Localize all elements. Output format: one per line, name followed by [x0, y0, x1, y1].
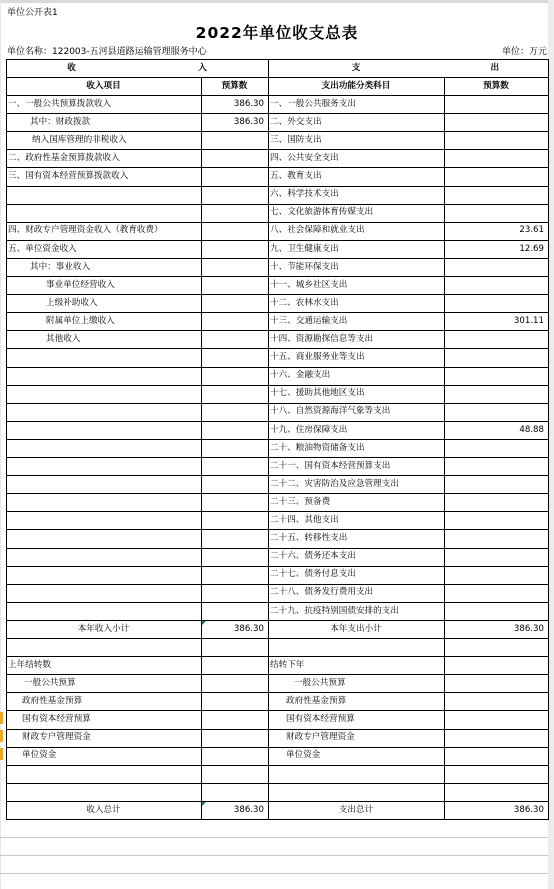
table-cell-income-item[interactable] [6, 765, 201, 783]
table-cell-expense-item[interactable]: 二十四、其他支出 [270, 515, 339, 526]
table-cell-income-value[interactable] [201, 439, 268, 457]
table-row-divider [6, 240, 548, 241]
table-cell-income-value[interactable] [201, 167, 268, 185]
table-cell-expense-item[interactable] [268, 765, 444, 783]
table-cell-expense-value[interactable]: 301.11 [513, 315, 544, 326]
table-cell-expense-value[interactable] [444, 765, 548, 783]
table-cell-expense-item[interactable]: 十九、住房保障支出 [270, 424, 348, 435]
cell-marker-icon [202, 621, 206, 625]
table-row-divider [6, 566, 548, 567]
table-cell-expense-value[interactable] [444, 511, 548, 529]
sheet-gridline [0, 837, 548, 838]
table-cell-income-value[interactable] [201, 511, 268, 529]
table-cell-income-value[interactable] [201, 294, 268, 312]
table-row-divider [6, 312, 548, 313]
table-cell-expense-item[interactable]: 七、文化旅游体育传媒支出 [270, 207, 374, 218]
table-row-divider [6, 819, 548, 820]
table-cell-income-item[interactable] [6, 367, 201, 385]
income-budget-header: 预算数 [221, 80, 248, 91]
table-row-divider [6, 602, 548, 603]
table-cell-expense-value[interactable] [444, 204, 548, 222]
table-border-top [6, 59, 548, 60]
sheet-gridline [0, 855, 548, 856]
table-cell-income-value[interactable] [201, 276, 268, 294]
table-cell-expense-value[interactable] [444, 167, 548, 185]
table-cell-income-item[interactable] [6, 421, 201, 439]
table-cell-income-value[interactable] [201, 457, 268, 475]
table-cell-expense-value[interactable] [444, 294, 548, 312]
table-cell-expense-item[interactable]: 十、节能环保支出 [270, 261, 339, 272]
table-row-divider [6, 584, 548, 585]
table-cell-income-item[interactable] [6, 511, 201, 529]
table-cell-income-value[interactable] [201, 747, 268, 765]
table-row-divider [6, 294, 548, 295]
table-cell-expense-value[interactable] [444, 548, 548, 566]
table-border-left [6, 59, 7, 820]
table-row-divider [6, 258, 548, 259]
unit-measure: 单位：万元 [501, 47, 547, 57]
table-cell-income-value[interactable] [201, 348, 268, 366]
table-cell-expense-item[interactable]: 十四、资源勘探信息等支出 [270, 334, 374, 345]
table-row-divider [6, 493, 548, 494]
table-row-divider [6, 167, 548, 168]
table-cell-expense-item[interactable]: 十二、农林水支出 [270, 297, 339, 308]
table-cell-expense-item[interactable]: 二十一、国有资本经营预算支出 [270, 460, 391, 471]
table-row-divider [6, 276, 548, 277]
table-row-divider [6, 729, 548, 730]
table-cell-expense-item[interactable] [268, 783, 444, 801]
table-border-right [548, 59, 549, 820]
table-row-divider [6, 656, 548, 657]
table-cell-income-value[interactable] [201, 638, 268, 656]
table-cell-expense-value[interactable] [444, 385, 548, 403]
table-cell-income-item[interactable]: 其中：财政拨款 [30, 116, 91, 127]
table-cell-expense-value[interactable]: 386.30 [513, 804, 544, 815]
table-cell-income-value[interactable] [201, 729, 268, 747]
table-cell-expense-value[interactable] [444, 276, 548, 294]
table-cell-expense-value[interactable] [444, 602, 548, 620]
table-header-bottom [6, 95, 548, 96]
table-cell-income-value[interactable] [201, 240, 268, 258]
table-cell-expense-item[interactable]: 二十三、预备费 [270, 496, 331, 507]
income-item-header: 收入项目 [86, 80, 121, 91]
table-cell-expense-value[interactable] [444, 348, 548, 366]
table-row-divider [6, 403, 548, 404]
table-cell-income-item[interactable] [6, 348, 201, 366]
table-cell-income-value[interactable] [201, 385, 268, 403]
table-cell-income-item[interactable] [6, 475, 201, 493]
table-cell-income-item[interactable]: 本年收入小计 [77, 623, 130, 634]
table-cell-income-value[interactable] [201, 330, 268, 348]
table-cell-income-item[interactable] [6, 783, 201, 801]
table-cell-expense-value[interactable] [444, 367, 548, 385]
table-cell-income-value[interactable] [201, 186, 268, 204]
table-cell-expense-item[interactable]: 六、科学技术支出 [270, 189, 339, 200]
row-indicator-icon [0, 730, 3, 742]
table-cell-expense-value[interactable] [444, 330, 548, 348]
table-cell-expense-value[interactable] [444, 656, 548, 674]
sheet-label: 单位公开表1 [7, 8, 58, 18]
table-column-divider [201, 77, 202, 820]
table-cell-expense-value[interactable] [444, 131, 548, 149]
table-cell-expense-value[interactable] [444, 113, 548, 131]
table-cell-income-item[interactable]: 其中：事业收入 [30, 261, 91, 272]
table-cell-expense-item[interactable]: 十五、商业服务业等支出 [270, 352, 365, 363]
table-cell-income-value[interactable] [201, 674, 268, 692]
table-cell-income-item[interactable]: 二、政府性基金预算拨款收入 [8, 153, 120, 164]
table-cell-expense-value[interactable] [444, 149, 548, 167]
table-cell-expense-item[interactable]: 九、卫生健康支出 [270, 243, 339, 254]
table-cell-income-value[interactable] [201, 692, 268, 710]
table-cell-income-item[interactable]: 事业单位经营收入 [46, 279, 115, 290]
table-cell-income-item[interactable] [6, 638, 201, 656]
table-cell-expense-value[interactable] [444, 638, 548, 656]
row-indicator-icon [0, 748, 3, 760]
table-cell-income-item[interactable]: 三、国有资本经营预算拨款收入 [8, 171, 129, 182]
table-cell-expense-value[interactable] [444, 439, 548, 457]
table-row-divider [6, 457, 548, 458]
table-cell-income-item[interactable] [6, 439, 201, 457]
table-cell-expense-item[interactable]: 财政专户管理资金 [286, 732, 355, 743]
table-cell-income-item[interactable] [6, 385, 201, 403]
table-cell-expense-item[interactable]: 二十二、灾害防治及应急管理支出 [270, 478, 399, 489]
table-row-divider [6, 783, 548, 784]
table-cell-expense-value[interactable]: 12.69 [519, 243, 544, 254]
table-cell-income-item[interactable]: 纳入国库管理的非税收入 [32, 134, 127, 145]
table-cell-income-value[interactable] [201, 783, 268, 801]
expense-budget-header: 预算数 [483, 80, 509, 91]
table-cell-income-item[interactable]: 一般公共预算 [24, 677, 76, 688]
table-cell-income-item[interactable]: 其他收入 [46, 334, 81, 345]
table-row-divider [6, 801, 548, 802]
table-cell-income-item[interactable]: 一、一般公共预算拨款收入 [8, 98, 112, 109]
table-row-divider [6, 475, 548, 476]
table-cell-income-value[interactable] [201, 602, 268, 620]
table-column-divider [444, 77, 445, 820]
table-cell-expense-item[interactable]: 一般公共预算 [294, 677, 346, 688]
table-cell-income-item[interactable]: 收入总计 [86, 804, 121, 815]
table-row-divider [6, 692, 548, 693]
table-cell-expense-item[interactable]: 十七、援助其他地区支出 [270, 388, 365, 399]
table-cell-expense-item[interactable]: 国有资本经营预算 [286, 714, 355, 725]
table-row-divider [6, 747, 548, 748]
table-cell-income-value[interactable] [201, 149, 268, 167]
table-cell-expense-value[interactable] [444, 674, 548, 692]
table-cell-income-item[interactable] [6, 548, 201, 566]
table-row-divider [6, 421, 548, 422]
table-row-divider [6, 204, 548, 205]
table-cell-expense-item[interactable]: 二十六、债务还本支出 [270, 551, 356, 562]
table-row-divider [6, 113, 548, 114]
table-cell-expense-value[interactable] [444, 729, 548, 747]
table-cell-expense-item[interactable]: 支出总计 [338, 804, 374, 815]
expense-item-header: 支出功能分类科目 [321, 80, 391, 91]
table-cell-expense-value[interactable] [444, 529, 548, 547]
table-cell-income-item[interactable]: 财政专户管理资金 [22, 732, 91, 743]
table-cell-income-item[interactable] [6, 529, 201, 547]
table-cell-expense-value[interactable] [444, 475, 548, 493]
table-cell-expense-value[interactable] [444, 783, 548, 801]
table-cell-income-item[interactable] [6, 584, 201, 602]
table-cell-expense-value[interactable] [444, 95, 548, 113]
expense-header-char: 支 [351, 62, 361, 73]
table-cell-income-item[interactable] [6, 403, 201, 421]
table-row-divider [6, 149, 548, 150]
table-cell-income-value[interactable]: 386.30 [233, 98, 264, 109]
table-cell-income-value[interactable]: 386.30 [233, 116, 264, 127]
cell-marker-icon [202, 802, 206, 806]
table-row-divider [6, 529, 548, 530]
table-row-divider [6, 131, 548, 132]
table-cell-expense-value[interactable] [444, 457, 548, 475]
table-cell-expense-value[interactable] [444, 710, 548, 728]
table-row-divider [6, 348, 548, 349]
table-cell-expense-value[interactable]: 23.61 [519, 225, 544, 236]
table-row-divider [6, 710, 548, 711]
table-cell-income-value[interactable] [201, 548, 268, 566]
table-row-divider [6, 765, 548, 766]
income-header-char: 入 [198, 62, 207, 73]
table-cell-income-value[interactable] [201, 584, 268, 602]
table-cell-income-item[interactable]: 政府性基金预算 [22, 696, 83, 707]
table-cell-income-item[interactable] [6, 602, 201, 620]
table-header-divider [6, 77, 548, 78]
table-cell-expense-value[interactable] [444, 403, 548, 421]
table-cell-expense-item[interactable]: 十三、交通运输支出 [270, 315, 348, 326]
table-cell-income-item[interactable]: 上年结转数 [8, 659, 51, 670]
table-cell-income-value[interactable] [201, 312, 268, 330]
table-cell-income-value[interactable] [201, 204, 268, 222]
table-row-divider [6, 638, 548, 639]
table-cell-expense-value[interactable] [444, 566, 548, 584]
table-cell-income-value[interactable] [201, 475, 268, 493]
table-cell-income-value[interactable] [201, 403, 268, 421]
table-cell-expense-item[interactable]: 一、一般公共服务支出 [270, 98, 356, 109]
table-cell-income-item[interactable]: 附属单位上缴收入 [46, 315, 115, 326]
unit-name-value: 122003-五河县道路运输管理服务中心 [52, 47, 207, 57]
sheet-gridline [0, 873, 548, 874]
table-cell-income-item[interactable]: 上级补助收入 [46, 297, 98, 308]
table-cell-expense-value[interactable] [444, 493, 548, 511]
row-indicator-icon [0, 712, 3, 724]
table-cell-expense-item[interactable]: 十六、金融支出 [270, 370, 331, 381]
table-cell-income-value[interactable] [201, 566, 268, 584]
page-title: 2022年单位收支总表 [195, 24, 359, 42]
table-cell-expense-value[interactable] [444, 692, 548, 710]
table-cell-expense-item[interactable]: 结转下年 [270, 659, 305, 670]
table-cell-income-value[interactable] [201, 131, 268, 149]
table-row-divider [6, 439, 548, 440]
table-row-divider [6, 548, 548, 549]
table-cell-expense-item[interactable]: 二十八、债务发行费用支出 [270, 587, 374, 598]
table-cell-expense-item[interactable]: 十八、自然资源海洋气象等支出 [270, 406, 391, 417]
table-cell-income-value[interactable] [201, 529, 268, 547]
table-row-divider [6, 620, 548, 621]
expense-header-char: 出 [490, 62, 500, 73]
table-cell-expense-value[interactable] [444, 186, 548, 204]
table-cell-income-value[interactable] [201, 656, 268, 674]
table-cell-expense-item[interactable]: 十一、城乡社区支出 [270, 279, 348, 290]
table-cell-income-value[interactable] [201, 710, 268, 728]
table-cell-expense-value[interactable] [444, 747, 548, 765]
table-row-divider [6, 511, 548, 512]
table-cell-expense-item[interactable]: 五、教育支出 [270, 171, 322, 182]
table-cell-expense-item[interactable]: 二十七、债务付息支出 [270, 569, 356, 580]
table-cell-expense-item[interactable]: 八、社会保障和就业支出 [270, 225, 365, 236]
table-row-divider [6, 674, 548, 675]
table-cell-income-value[interactable] [201, 258, 268, 276]
table-cell-expense-value[interactable] [444, 584, 548, 602]
table-cell-expense-value[interactable]: 48.88 [519, 424, 544, 435]
table-row-divider [6, 222, 548, 223]
table-cell-income-value[interactable] [201, 222, 268, 240]
table-cell-income-value[interactable] [201, 421, 268, 439]
table-cell-income-item[interactable] [6, 457, 201, 475]
table-cell-income-item[interactable] [6, 493, 201, 511]
table-cell-income-item[interactable] [6, 186, 201, 204]
table-cell-expense-item[interactable]: 二、外交支出 [270, 116, 322, 127]
table-cell-expense-item[interactable]: 四、公共安全支出 [270, 153, 339, 164]
income-header-char: 收 [67, 62, 76, 73]
table-cell-expense-item[interactable]: 二十五、转移性支出 [270, 533, 348, 544]
table-cell-expense-item[interactable]: 单位资金 [286, 750, 321, 761]
table-cell-expense-item[interactable]: 政府性基金预算 [286, 696, 347, 707]
table-cell-income-value[interactable] [201, 493, 268, 511]
table-cell-expense-item[interactable]: 三、国防支出 [270, 134, 322, 145]
unit-name-label: 单位名称： [7, 47, 53, 57]
table-cell-income-value[interactable] [201, 367, 268, 385]
table-cell-income-item[interactable]: 四、财政专户管理资金收入（教育收费） [8, 225, 163, 236]
table-cell-expense-item[interactable]: 二十、粮油物资储备支出 [270, 442, 365, 453]
table-row-divider [6, 385, 548, 386]
table-cell-expense-value[interactable]: 386.30 [513, 623, 544, 634]
table-row-divider [6, 367, 548, 368]
table-cell-income-item[interactable]: 单位资金 [22, 750, 57, 761]
table-cell-income-item[interactable]: 五、单位资金收入 [8, 243, 77, 254]
table-cell-income-item[interactable] [6, 204, 201, 222]
table-cell-income-value[interactable]: 386.30 [233, 623, 264, 634]
table-cell-expense-item[interactable] [268, 638, 444, 656]
table-cell-income-value[interactable]: 386.30 [233, 804, 264, 815]
table-row-divider [6, 330, 548, 331]
table-cell-income-item[interactable] [6, 566, 201, 584]
table-cell-expense-value[interactable] [444, 258, 548, 276]
table-row-divider [6, 186, 548, 187]
table-cell-income-item[interactable]: 国有资本经营预算 [22, 714, 91, 725]
table-cell-expense-item[interactable]: 二十九、抗疫特别国债安排的支出 [270, 605, 399, 616]
table-column-divider [268, 59, 269, 820]
table-cell-income-value[interactable] [201, 765, 268, 783]
table-cell-expense-item[interactable]: 本年支出小计 [330, 623, 382, 634]
